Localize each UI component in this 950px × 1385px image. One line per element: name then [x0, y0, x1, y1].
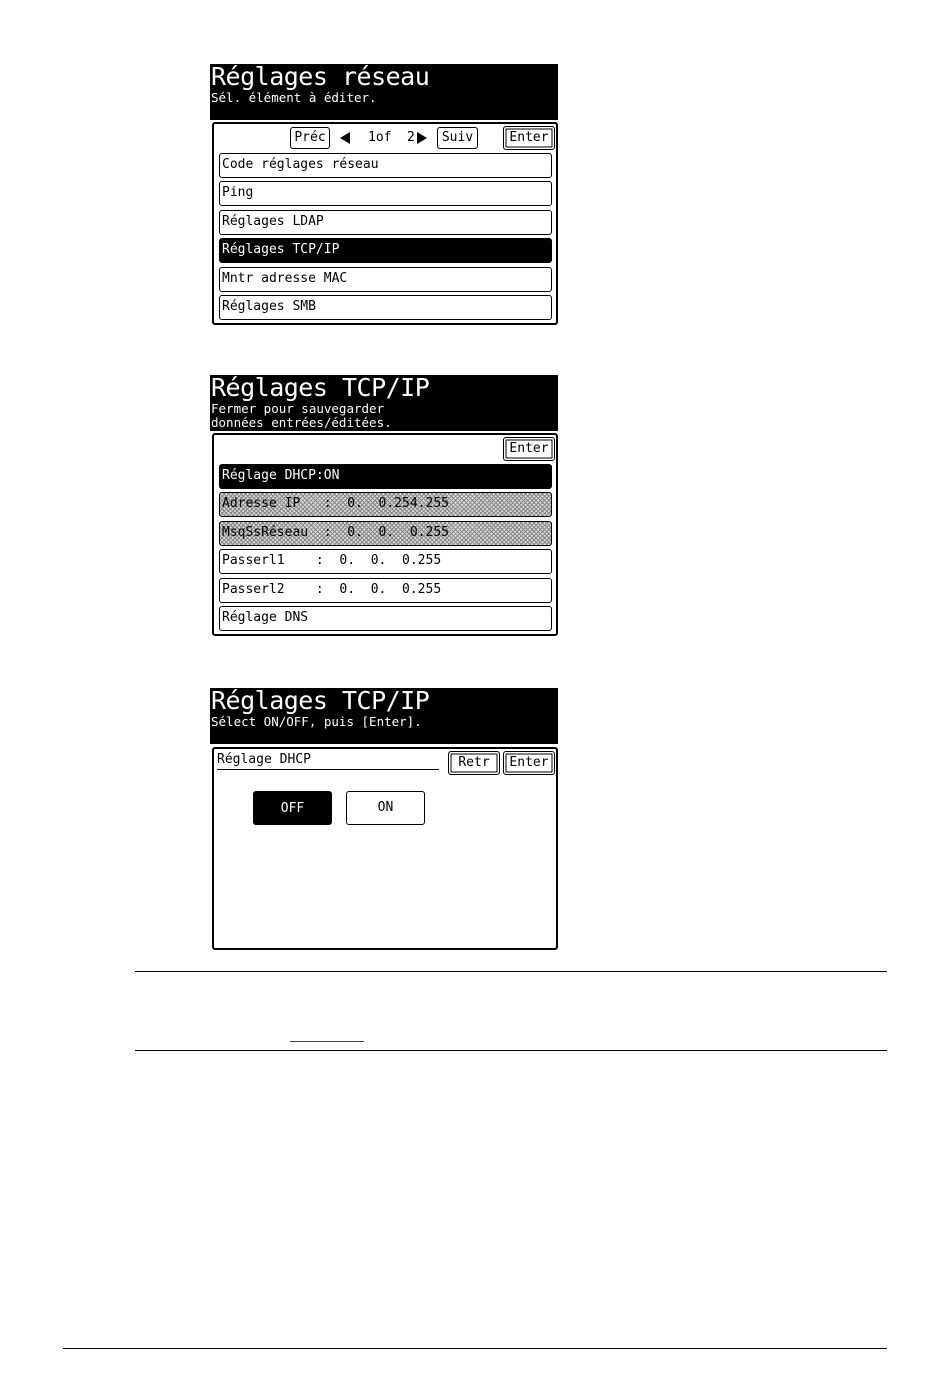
link-underline[interactable] — [290, 1041, 364, 1042]
enter-button[interactable]: Enter — [503, 437, 555, 461]
subnet-mask-row: MsqSsRéseau : 0. 0. 0.255 — [219, 521, 552, 546]
footer-divider — [63, 1348, 887, 1349]
back-button[interactable]: Retr — [448, 751, 500, 775]
left-arrow-icon — [340, 132, 350, 144]
menu-item-smb[interactable]: Réglages SMB — [219, 295, 552, 320]
tcpip-settings-screen — [210, 375, 558, 625]
network-settings-screen — [210, 64, 558, 314]
screen-subtitle-line2: données entrées/éditées. — [211, 415, 392, 430]
gateway2-row[interactable]: Passerl2 : 0. 0. 0.255 — [219, 578, 552, 603]
menu-panel — [212, 122, 558, 325]
screen-header — [210, 64, 558, 120]
note-bottom-divider — [135, 1050, 887, 1051]
next-page-button[interactable]: Suiv — [437, 127, 478, 149]
dhcp-panel — [212, 747, 558, 950]
screen-title: Réglages réseau — [211, 64, 430, 91]
off-option-button[interactable]: OFF — [253, 791, 332, 825]
screen-title: Réglages TCP/IP — [211, 688, 430, 715]
gateway1-row[interactable]: Passerl1 : 0. 0. 0.255 — [219, 549, 552, 574]
dhcp-setting-row[interactable]: Réglage DHCP:ON — [219, 464, 552, 489]
screen-subtitle: Sél. élément à éditer. — [211, 90, 377, 105]
settings-panel — [212, 433, 558, 636]
menu-item-ping[interactable]: Ping — [219, 181, 552, 206]
prev-page-button[interactable]: Préc — [290, 127, 330, 149]
page-indicator-current: 1of — [368, 130, 392, 145]
dhcp-setting-screen — [210, 688, 558, 816]
screen-subtitle-line1: Fermer pour sauvegarder — [211, 401, 385, 416]
menu-item-tcpip[interactable]: Réglages TCP/IP — [219, 238, 552, 263]
enter-button[interactable]: Enter — [503, 751, 555, 775]
screen-subtitle: Sélect ON/OFF, puis [Enter]. — [211, 714, 422, 729]
screen-title: Réglages TCP/IP — [211, 375, 430, 402]
note-top-divider — [135, 971, 887, 972]
ip-address-row: Adresse IP : 0. 0.254.255 — [219, 492, 552, 517]
screen-header — [210, 688, 558, 744]
enter-button[interactable]: Enter — [503, 126, 555, 150]
right-arrow-icon — [417, 132, 427, 144]
screen-header — [210, 375, 558, 431]
menu-item-network-code[interactable]: Code réglages réseau — [219, 153, 552, 178]
dns-setting-row[interactable]: Réglage DNS — [219, 606, 552, 631]
field-label: Réglage DHCP — [217, 751, 439, 770]
page-indicator-total: 2 — [407, 130, 415, 145]
on-option-button[interactable]: ON — [346, 791, 425, 825]
menu-item-ldap[interactable]: Réglages LDAP — [219, 210, 552, 235]
menu-item-mac-address[interactable]: Mntr adresse MAC — [219, 267, 552, 292]
